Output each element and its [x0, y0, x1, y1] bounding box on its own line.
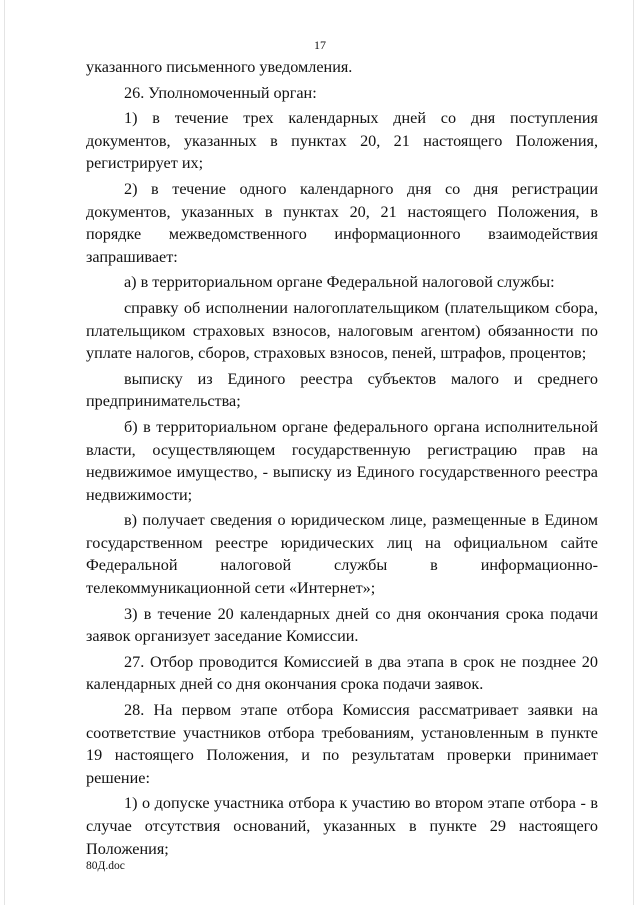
paragraph: 2) в течение одного календарного дня со дня регистрации документов, указанных в пунктах 20, 21 настоящего Положения, в порядке межведомственного информационного взаимодействия запрашивает:	[86, 179, 598, 266]
paragraph: 28. На первом этапе отбора Комиссия рассматривает заявки на соответствие участников отбора требованиям, установленным в пункте 19 настоящего Положения, и по результатам проверки принимает решение:	[86, 701, 598, 787]
paragraph: выписку из Единого реестра субъектов малого и среднего предпринимательства;	[86, 369, 598, 411]
paragraph: а) в территориальном органе Федеральной налоговой службы:	[124, 273, 555, 292]
right-scan-edge	[633, 0, 634, 905]
left-scan-edge	[4, 0, 5, 905]
document-body	[86, 56, 598, 860]
paragraph: справку об исполнении налогоплательщиком (плательщиком сбора, плательщиком страховых взносов, налоговым агентом) обязанности по уплате налогов, сборов, страховых взносов, пеней, штрафов, процентов;	[86, 298, 598, 363]
footer-filename: 80Д.doc	[86, 860, 125, 872]
paragraph: 1) о допуске участника отбора к участию во втором этапе отбора - в случае отсутствия оснований, указанных в пункте 29 настоящего Положения;	[86, 794, 598, 858]
paragraph: 3) в течение 20 календарных дней со дня окончания срока подачи заявок организует заседание Комиссии.	[86, 604, 598, 646]
paragraph: б) в территориальном органе федерального органа исполнительной власти, осуществляющем государственную регистрацию прав на недвижимое имущество, - выписку из Единого государственного реестра недвижимости;	[86, 417, 598, 504]
page-number: 17	[314, 38, 326, 52]
paragraph: 1) в течение трех календарных дней со дня поступления документов, указанных в пунктах 20, 21 настоящего Положения, регистрирует их;	[86, 109, 598, 173]
paragraph: указанного письменного уведомления.	[86, 58, 353, 76]
paragraph: 27. Отбор проводится Комиссией в два этапа в срок не позднее 20 календарных дней со дня окончания срока подачи заявок.	[86, 652, 598, 694]
paragraph: 26. Уполномоченный орган:	[124, 83, 317, 102]
paragraph: в) получает сведения о юридическом лице, размещенные в Едином государственном реестре юридических лиц на официальном сайте Федеральной налоговой службы в информационно-телекоммуникационной сети «Интернет»;	[86, 511, 598, 598]
